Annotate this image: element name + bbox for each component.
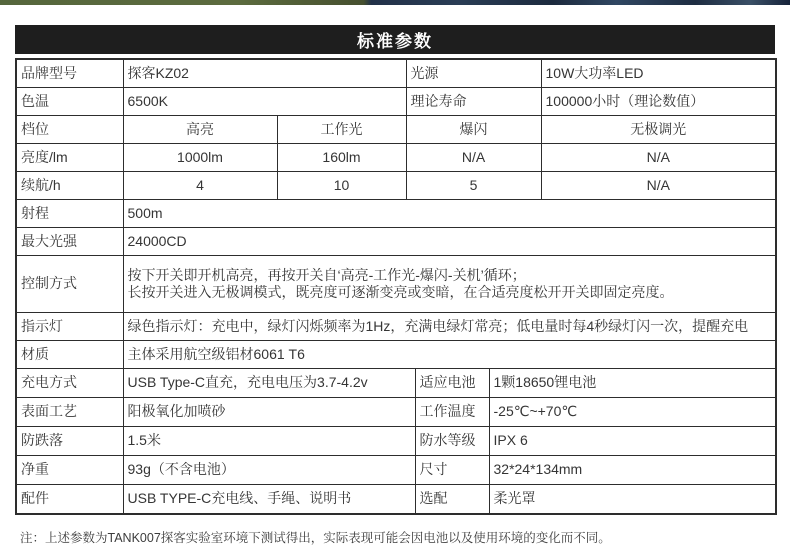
label-optional: 选配	[415, 485, 489, 515]
row-modes	[16, 116, 776, 144]
value-beam-distance: 500m	[123, 200, 776, 228]
footnote: 注：上述参数为TANK007探客实验室环境下测试得出，实际表现可能会因电池以及使用环境的变化而不同。	[20, 531, 611, 545]
row-drop-resistance	[16, 427, 776, 456]
label-brand-model: 品牌型号	[16, 59, 123, 88]
label-color-temperature: 色温	[16, 88, 123, 116]
label-waterproof-rating: 防水等级	[415, 427, 489, 456]
value-indicator-light: 绿色指示灯：充电中，绿灯闪烁频率为1Hz，充满电绿灯常亮；低电量时每4秒绿灯闪一次，提醒充电	[123, 313, 776, 341]
label-theoretical-life: 理论寿命	[406, 88, 541, 116]
row-material	[16, 341, 776, 369]
value-color-temperature: 6500K	[123, 88, 406, 116]
value-charging: USB Type-C直充，充电电压为3.7-4.2v	[123, 369, 415, 398]
value-peak-intensity: 24000CD	[123, 228, 776, 256]
value-accessories: USB TYPE-C充电线、手绳、说明书	[123, 485, 415, 515]
value-dimensions: 32*24*134mm	[489, 456, 776, 485]
control-method-line1: 按下开关即开机高亮，再按开关自‘高亮-工作光-爆闪-关机’循环；	[127, 266, 526, 283]
mode-stepless-dimming: 无极调光	[541, 116, 776, 144]
spec-table	[15, 58, 777, 515]
mode-high: 高亮	[123, 116, 277, 144]
value-control-method	[123, 256, 776, 313]
label-drop-resistance: 防跌落	[16, 427, 123, 456]
mode-work: 工作光	[277, 116, 406, 144]
value-drop-resistance: 1.5米	[123, 427, 415, 456]
label-surface-finish: 表面工艺	[16, 398, 123, 427]
label-dimensions: 尺寸	[415, 456, 489, 485]
value-surface-finish: 阳极氧化加喷砂	[123, 398, 415, 427]
value-battery: 1颗18650锂电池	[489, 369, 776, 398]
brightness-high: 1000lm	[123, 144, 277, 172]
brightness-work: 160lm	[277, 144, 406, 172]
label-runtime: 续航/h	[16, 172, 123, 200]
row-brand-model	[16, 59, 776, 88]
brightness-strobe: N/A	[406, 144, 541, 172]
row-indicator-light	[16, 313, 776, 341]
label-charging: 充电方式	[16, 369, 123, 398]
row-charging	[16, 369, 776, 398]
runtime-high: 4	[123, 172, 277, 200]
row-surface-finish	[16, 398, 776, 427]
row-color-temperature	[16, 88, 776, 116]
label-control-method: 控制方式	[16, 256, 123, 313]
row-brightness	[16, 144, 776, 172]
control-method-line2: 长按开关进入无极调模式，既亮度可逐渐变亮或变暗，在合适亮度松开开关即固定亮度。	[127, 284, 674, 300]
label-battery: 适应电池	[415, 369, 489, 398]
brightness-stepless: N/A	[541, 144, 776, 172]
value-net-weight: 93g（不含电池）	[123, 456, 415, 485]
value-theoretical-life: 100000小时（理论数值）	[541, 88, 776, 116]
product-photo-strip	[0, 0, 790, 5]
runtime-stepless: N/A	[541, 172, 776, 200]
row-accessories	[16, 485, 776, 515]
value-waterproof-rating: IPX 6	[489, 427, 776, 456]
value-light-source: 10W大功率LED	[541, 59, 776, 88]
value-brand-model: 探客KZ02	[123, 59, 406, 88]
page-title: 标准参数	[357, 32, 433, 51]
label-indicator-light: 指示灯	[16, 313, 123, 341]
mode-strobe: 爆闪	[406, 116, 541, 144]
label-light-source: 光源	[406, 59, 541, 88]
runtime-work: 10	[277, 172, 406, 200]
row-net-weight	[16, 456, 776, 485]
label-working-temperature: 工作温度	[415, 398, 489, 427]
label-accessories: 配件	[16, 485, 123, 515]
value-material: 主体采用航空级铝材6061 T6	[123, 341, 776, 369]
label-material: 材质	[16, 341, 123, 369]
value-working-temperature: -25℃~+70℃	[489, 398, 776, 427]
label-peak-intensity: 最大光强	[16, 228, 123, 256]
title-bar	[15, 25, 775, 54]
runtime-strobe: 5	[406, 172, 541, 200]
value-optional: 柔光罩	[489, 485, 776, 515]
row-runtime	[16, 172, 776, 200]
row-beam-distance	[16, 200, 776, 228]
row-control-method	[16, 256, 776, 313]
label-modes: 档位	[16, 116, 123, 144]
label-beam-distance: 射程	[16, 200, 123, 228]
row-peak-intensity	[16, 228, 776, 256]
label-net-weight: 净重	[16, 456, 123, 485]
label-brightness: 亮度/lm	[16, 144, 123, 172]
